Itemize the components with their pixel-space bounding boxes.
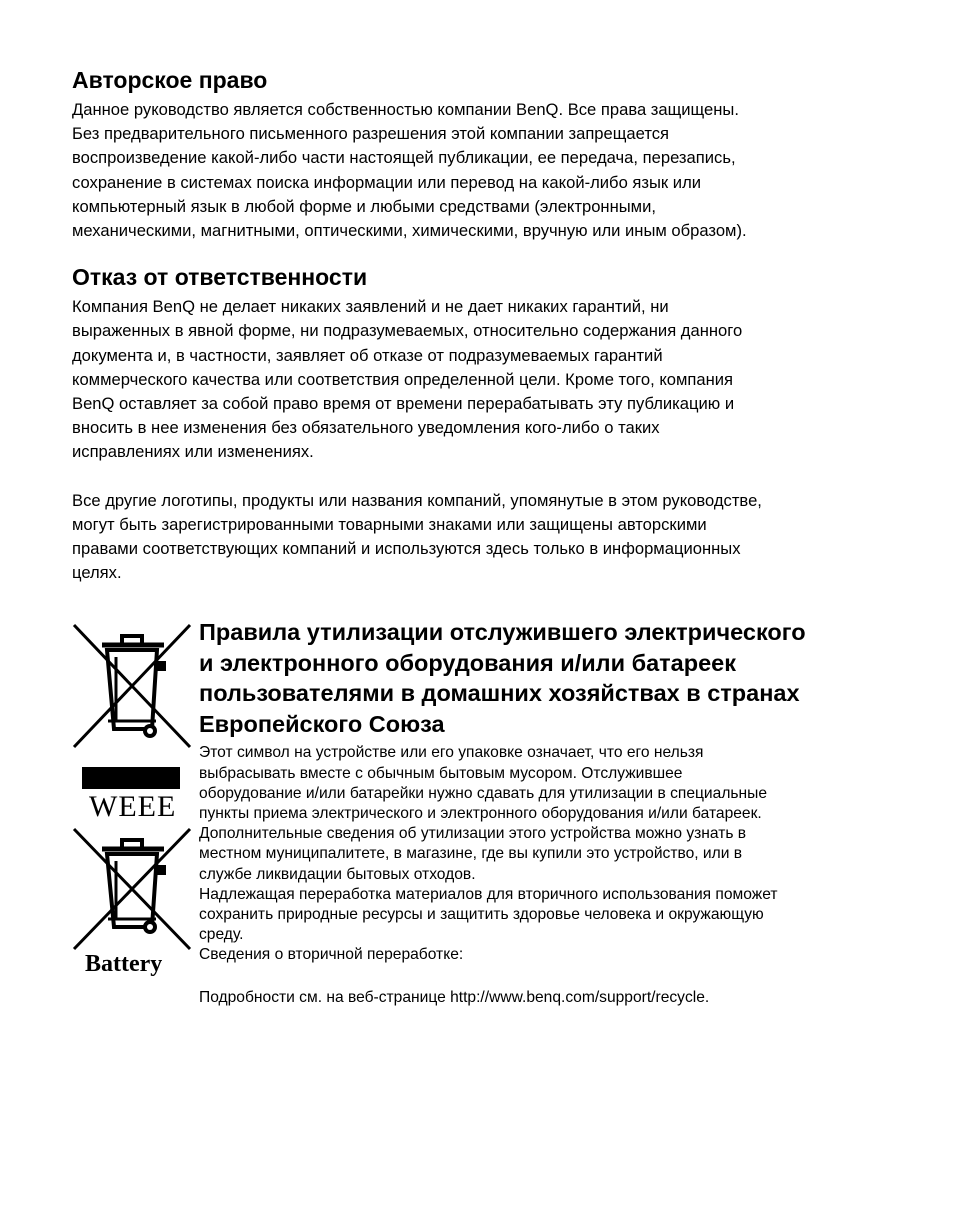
spacer: [199, 966, 879, 988]
disclaimer-text: [72, 295, 872, 464]
recycle-details-text: [199, 988, 879, 1008]
copyright-heading: Авторское право: [72, 67, 268, 93]
text-line: могут быть зарегистрированными товарными знаками или защищены авторскими: [72, 514, 707, 534]
document-page: [72, 66, 872, 1043]
trademarks-section: [72, 489, 872, 586]
text-line: оборудование и/или батарейки нужно сдавать для утилизации в специальные: [199, 784, 768, 802]
text-line: документа и, в частности, заявляет об отказе от подразумеваемых гарантий: [72, 345, 663, 365]
copyright-section: [72, 66, 872, 243]
heading-line: и электронного оборудования и/или батареек: [199, 649, 737, 676]
text-line: целях.: [72, 563, 122, 583]
text-line: Данное руководство является собственностью компании BenQ. Все права защищены.: [72, 100, 739, 119]
weee-black-bar: [82, 767, 180, 789]
heading-line: Правила утилизации отслужившего электрического: [199, 619, 806, 646]
text-line: BenQ оставляет за собой право время от времени перерабатывать эту публикацию и: [72, 394, 735, 414]
text-line: Дополнительные сведения об утилизации этого устройства можно узнать в: [199, 825, 747, 843]
trademarks-text: [72, 489, 872, 586]
text-line: Сведения о вторичной переработке:: [199, 946, 464, 964]
text-line: Надлежащая переработка материалов для вторичного использования поможет: [199, 885, 778, 903]
weee-body-text: [199, 743, 879, 965]
text-line: службе ликвидации бытовых отходов.: [199, 865, 476, 883]
heading-line: пользователями в домашних хозяйствах в странах: [199, 680, 800, 707]
text-line: воспроизведение какой-либо части настоящей публикации, ее передача, перезапись,: [72, 148, 736, 168]
text-line: сохранение в системах поиска информации или перевод на какой-либо язык или: [72, 172, 702, 192]
battery-label: Battery: [85, 951, 163, 978]
copyright-text: [72, 98, 872, 243]
weee-text-block: [199, 617, 879, 1007]
text-line: коммерческого качества или соответствия определенной цели. Кроме того, компания: [72, 369, 734, 389]
text-line: Без предварительного письменного разрешения этой компании запрещается: [72, 124, 670, 144]
weee-label: WEEE: [89, 790, 177, 824]
weee-section: [72, 619, 872, 1043]
text-line: Этот символ на устройстве или его упаковке означает, что его нельзя: [199, 744, 704, 762]
heading-line: Европейского Союза: [199, 710, 445, 737]
text-line: вносить в нее изменения без обязательного уведомления кого-либо о таких: [72, 418, 660, 438]
disclaimer-heading: Отказ от ответственности: [72, 264, 368, 291]
text-line: Все другие логотипы, продукты или названия компаний, упомянутые в этом руководстве,: [72, 490, 762, 510]
text-line: исправлениях или изменениях.: [72, 442, 314, 462]
text-line: компьютерный язык в любой форме и любыми средствами (электронными,: [72, 196, 656, 216]
crossed-out-wheeled-bin-icon: [72, 623, 192, 749]
weee-heading: [199, 617, 879, 739]
crossed-out-wheeled-bin-icon: [72, 827, 192, 951]
text-line: выбрасывать вместе с обычным бытовым мусором. Отслужившее: [199, 764, 683, 782]
text-line: выраженных в явной форме, ни подразумеваемых, относительно содержания данного: [72, 321, 743, 341]
text-line: местном муниципалитете, в магазине, где вы купили это устройство, или в: [199, 845, 743, 863]
text-line: правами соответствующих компаний и используются здесь только в информационных: [72, 539, 741, 559]
text-line: механическими, магнитными, оптическими, химическими, вручную или иным образом).: [72, 221, 747, 241]
text-line: Компания BenQ не делает никаких заявлений и не дает никаких гарантий, ни: [72, 297, 669, 317]
text-line: Подробности см. на веб-странице http://www.benq.com/support/recycle.: [199, 988, 710, 1006]
text-line: пункты приема электрического и электронного оборудования и/или батареек.: [199, 805, 762, 823]
text-line: среду.: [199, 926, 244, 944]
weee-icons: [72, 623, 192, 977]
disclaimer-section: [72, 263, 872, 464]
text-line: сохранить природные ресурсы и защитить здоровье человека и окружающую: [199, 906, 764, 924]
